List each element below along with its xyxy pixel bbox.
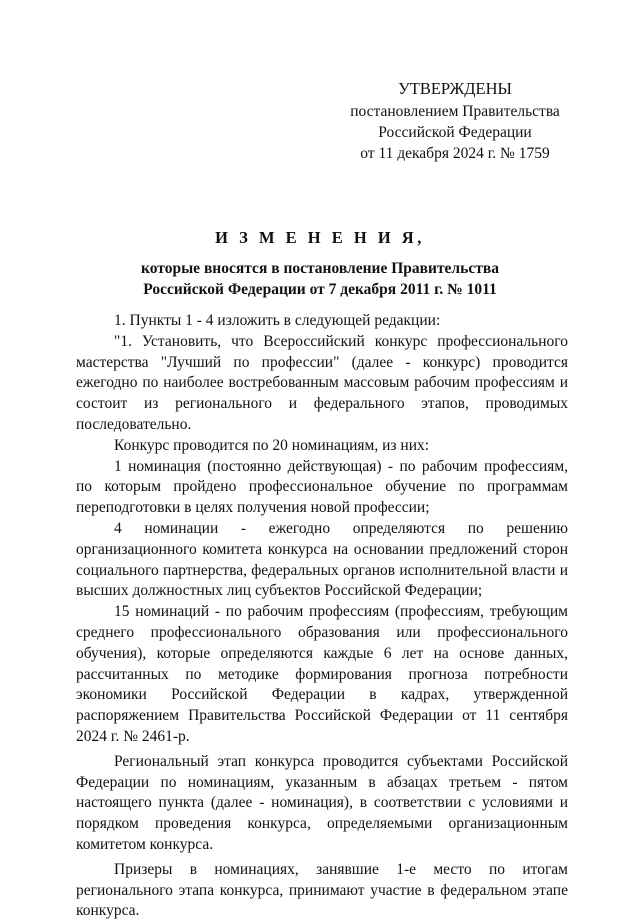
document-title bbox=[90, 226, 550, 300]
paragraph: 1 номинация (постоянно действующая) - по рабочим профессиям, по которым пройдено профессиональное обучение по программам переподготовки в целях получения новой профессии; bbox=[76, 457, 568, 517]
approval-line: постановлением Правительства bbox=[350, 103, 560, 120]
approval-line: от 11 декабря 2024 г. № 1759 bbox=[360, 145, 550, 162]
approval-heading: УТВЕРЖДЕНЫ bbox=[398, 79, 512, 98]
paragraph: 1. Пункты 1 - 4 изложить в следующей редакции: bbox=[114, 312, 441, 329]
paragraph: 15 номинаций - по рабочим профессиям (профессиям, требующим среднего профессионального образования или профессионального обучения), которые определяются каждые 6 лет на основе данных, рассчитанных по методике формирования прогноза потребности экономики Российской Федерации в кадрах, утвержденной распоряжением Правительства Российской Федерации от 11 сентября 2024 г. № 2461-р. bbox=[76, 603, 568, 745]
paragraph: "1. Установить, что Всероссийский конкурс профессионального мастерства "Лучший по профессии" (далее - конкурс) проводится ежегодно по наиболее востребованным массовым рабочим профессиям и состоит из регионального и федерального этапов, проводимых последовательно. bbox=[76, 332, 568, 433]
title-subtitle-line: которые вносятся в постановление Правительства bbox=[141, 260, 499, 277]
approval-line: Российской Федерации bbox=[378, 124, 532, 141]
paragraph: Конкурс проводится по 20 номинациям, из них: bbox=[114, 436, 430, 454]
document-body bbox=[76, 311, 568, 922]
paragraph: 4 номинации - ежегодно определяются по решению организационного комитета конкурса на основании предложений сторон социального партнерства, федеральных органов исполнительной власти и высших должностных лиц субъектов Российской Федерации; bbox=[76, 519, 568, 600]
title-subtitle-line: Российской Федерации от 7 декабря 2011 г. № 1011 bbox=[143, 281, 497, 298]
paragraph: Региональный этап конкурса проводится субъектами Российской Федерации по номинациям, указанным в абзацах третьем - пятом настоящего пункта (далее - номинация), в соответствии с условиями и порядком проведения конкурса, определяемыми организационным комитетом конкурса. bbox=[76, 752, 568, 853]
approval-stamp bbox=[330, 78, 580, 164]
title-main: И З М Е Н Е Н И Я, bbox=[215, 228, 425, 247]
paragraph: Призеры в номинациях, занявшие 1-е место по итогам регионального этапа конкурса, принимают участие в федеральном этапе конкурса. bbox=[76, 860, 568, 920]
